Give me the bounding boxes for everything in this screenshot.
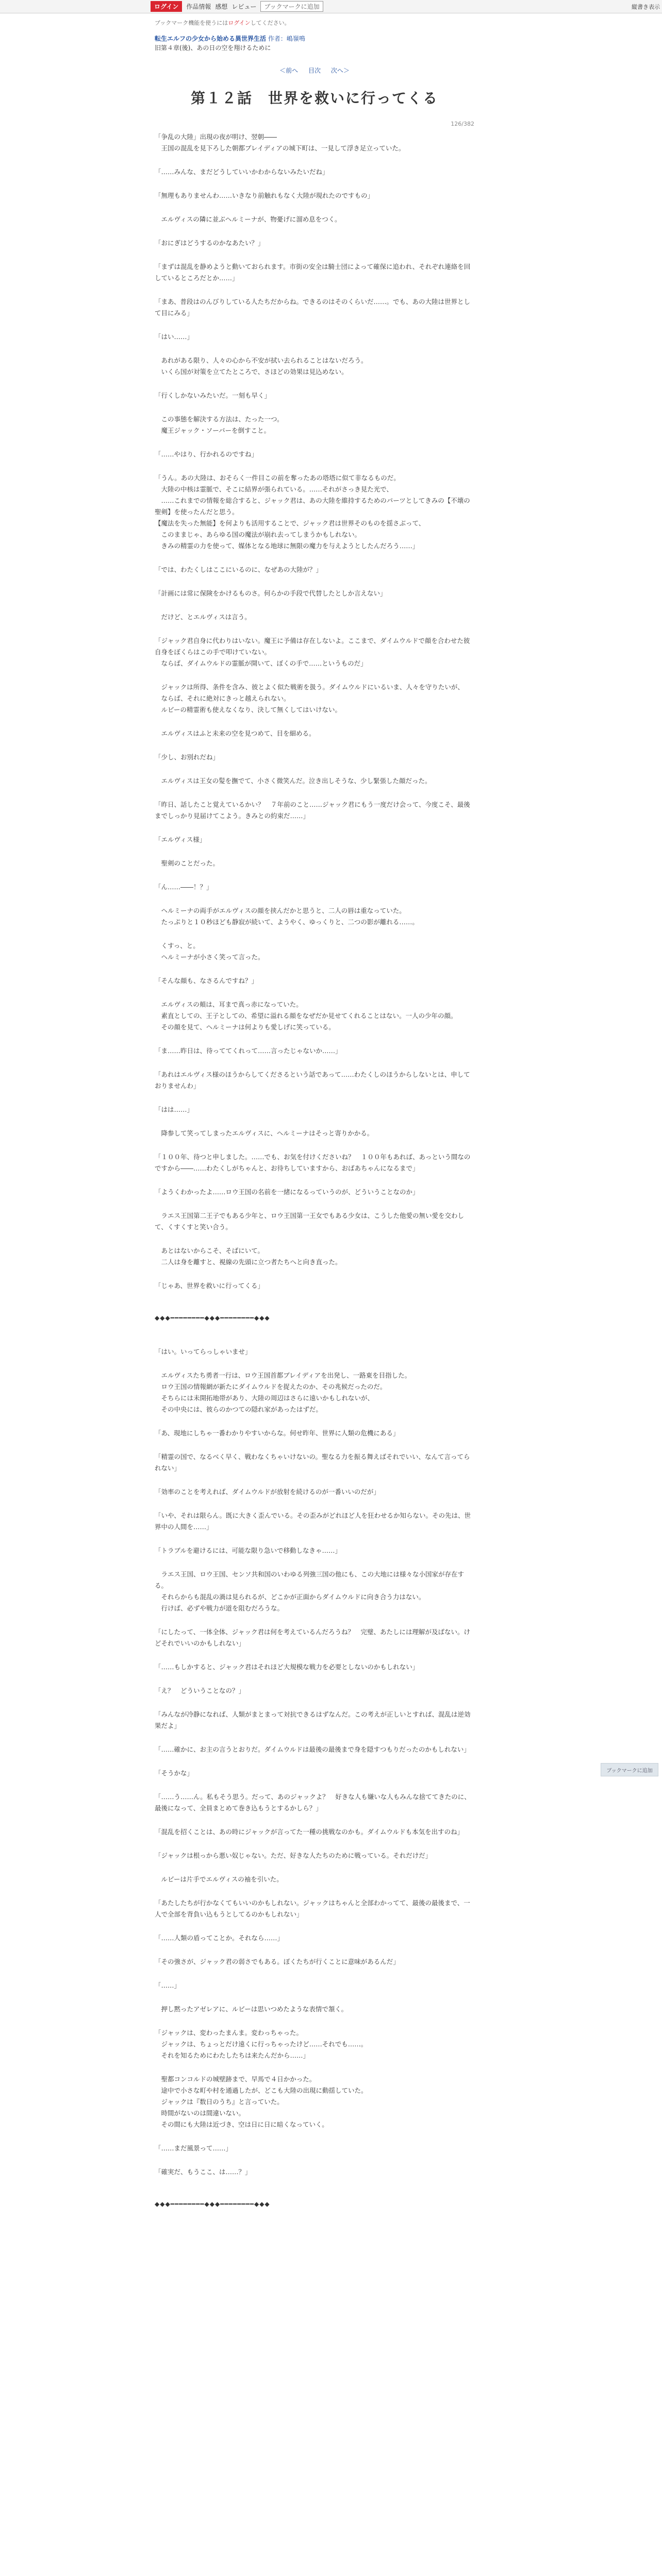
nav-work-info[interactable]: 作品情報 bbox=[186, 3, 211, 10]
novel-paragraph: 「あれはエルヴィス様のほうからしてくださるという話であって……わたくしのほうからしないとは、申しておりませんわ」 bbox=[155, 1071, 470, 1090]
novel-paragraph: 「そんな顔も、なさるんですね？」 bbox=[155, 977, 258, 985]
novel-paragraph: 「にしたって、一体全体、ジャック君は何を考えているんだろうね？ 完璧、あたしには理解が及ばない。けどそれでいいのかもしれない」 bbox=[155, 1628, 471, 1647]
novel-paragraph: ラエス王国、ロウ王国、センソ共和国のいわゆる列強三国の他にも、この大地には様々な小国家が存在する。 それらからも混乱の渦は見られるが、どこかが正面からダイムウルドに向き合う力はない。 行けば、必ずや戦力が道を阻むだろうな。 bbox=[155, 1570, 465, 1612]
bookmark-button[interactable]: ブックマークに追加 bbox=[260, 1, 323, 12]
novel-paragraph: あとはないからこそ、そばにいて。 二人は身を離すと、視線の先頭に立つ者たちへと向き直った。 bbox=[161, 1247, 342, 1266]
novel-paragraph: 「あ、現地にしちゃ一番わかりやすいからな。何せ昨年、世界に人類の危機にある」 bbox=[155, 1429, 400, 1437]
novel-paragraph: 「ジャックは根っから悪い奴じゃない。ただ、好きな人たちのために戦っている。それだけだ」 bbox=[155, 1852, 432, 1859]
next-link[interactable]: 次へ＞ bbox=[330, 67, 350, 74]
novel-paragraph: 「トラブルを避けるには、可能な限り急いで移動しなきゃ……」 bbox=[155, 1547, 342, 1554]
novel-paragraph: 「いや、それは限らん。既に大きく歪んでいる。その歪みがどれほど人を狂わせるか知らない。その先は、世界中の人間を……」 bbox=[155, 1512, 471, 1531]
novel-paragraph: くすっ、と。 ヘルミーナが小さく笑って言った。 bbox=[161, 942, 264, 961]
novel-paragraph: 「ん……――！？」 bbox=[155, 883, 213, 891]
chapter-subtitle: 旧第４章(後)、あの日の空を翔けるために bbox=[155, 44, 271, 52]
novel-paragraph: 「みんなが冷静になれば、人類がまとまって対抗できるはずなんだ。この考えが正しいとすれば、混乱は逆効果だよ」 bbox=[155, 1710, 471, 1730]
novel-paragraph: ジャックは所得、条件を含み、彼とよく似た戦術を扱う。ダイムウルドにいるいま、人々を守りたいが、 ならば、それに絶対にきっと越えられない。 ルビーの精霊術も使えなくなり、決して無くしてはいけない。 bbox=[161, 683, 464, 714]
novel-paragraph: 「ジャックは、変わったまんま。変わっちゃった。 ジャックは、ちょっとだけ遠くに行っちゃったけど……それでも……。 それを知るためにわたしたちは来たんだから……」 bbox=[155, 2029, 368, 2059]
novel-paragraph: 「うん。あの大陸は、おそらく一件目この前を奪ったあの塔塔に似て非なるものだ。 大陸の中核は霊脈で、そこに結界が張られている。……それがさっき見た光で、 ……これまでの情報を総合すると、ジャック君は、あの大陸を維持するためのパーツとしてきみの【不壊の聖剣】を使ったんだと思う。 【魔法を失った無能】を何よりも活用することで、ジャック君は世界そのものを揺さぶって、 このままじゃ、あらゆる国の魔法が崩れ去ってしまうかもしれない。 きみの精霊の力を使って、媒体となる地球に無限の魔力を与えようとしたんだろう……」 bbox=[155, 474, 470, 550]
novel-paragraph: 「ようくわかったよ……ロウ王国の名前を一緒になるっていうのが、どういうことなのか」 bbox=[155, 1188, 419, 1196]
novel-paragraph: 「確実だ、もうここ、は……？」 bbox=[155, 2168, 252, 2176]
series-author[interactable]: 作者：嶋嶺鳴 bbox=[268, 35, 305, 42]
novel-page bbox=[155, 19, 474, 2208]
novel-paragraph: ラエス王国第二王子でもある少年と、ロウ王国第一王女でもある少女は、こうした他愛の無い愛を交わして、くすくすと笑い合う。 bbox=[155, 1212, 465, 1231]
series-info bbox=[155, 34, 474, 53]
nav-impressions[interactable]: 感想 bbox=[215, 3, 228, 10]
side-bookmark-button[interactable]: ブックマークに追加 bbox=[601, 1763, 658, 1776]
novel-paragraph: 「……やはり、行かれるのですね」 bbox=[155, 450, 258, 458]
novel-paragraph: 「ま……昨日は、待っててくれって……言ったじゃないか……」 bbox=[155, 1047, 342, 1055]
novel-paragraph: だけど、とエルヴィスは言う。 bbox=[155, 613, 251, 621]
novel-paragraph: エルヴィスたち勇者一行は、ロウ王国首都ブレイディアを出発し、一路東を目指した。 ロウ王国の情報網が新たにダイムウルドを捉えたのか、その兆候だったのだ。 そちらには未開拓地帯があり、大陸の周辺はさらに遠いかもしれないが、 その中央には、彼らのかつての隠れ家があったはずだ。 bbox=[161, 1371, 411, 1413]
login-button[interactable]: ログイン bbox=[151, 1, 182, 12]
novel-paragraph: エルヴィスは王女の髪を撫でて、小さく微笑んだ。泣き出しそうな、少し緊張した顔だった。 bbox=[155, 777, 432, 785]
novel-paragraph: 「……もしかすると、ジャック君はそれほど大規模な戦力を必要としないのかもしれない」 bbox=[155, 1663, 419, 1671]
novel-paragraph: 「はは……」 bbox=[155, 1106, 194, 1113]
novel-paragraph: 「……まだ風景って……」 bbox=[155, 2144, 233, 2152]
vertical-view-link[interactable]: 縦書き表示 bbox=[632, 3, 660, 10]
novel-paragraph: 押し黙ったアゼレアに、ルビーは思いつめたような表情で頷く。 bbox=[155, 2005, 348, 2013]
novel-paragraph: ルビーは片手でエルヴィスの袖を引いた。 bbox=[155, 1875, 283, 1883]
novel-paragraph: 「ジャック君自身に代わりはいない。魔王に予備は存在しないよ。ここまで、ダイムウルドで顔を合わせた彼自身をぼくらはこの手で叩けていない。 ならば、ダイムウルドの霊脈が開いて、ぼくの手で……というものだ」 bbox=[155, 637, 470, 667]
toc-link[interactable]: 目次 bbox=[308, 67, 321, 74]
novel-paragraph: 「まずは混乱を静めようと動いておられます。市街の安全は騎士団によって確保に追われ、それぞれ連絡を回しているところだとか……」 bbox=[155, 263, 471, 282]
notice-login-link[interactable]: ログイン bbox=[228, 20, 251, 26]
novel-paragraph: 「混乱を招くことは、あの時にジャックが言ってた一種の挑戦なのかも。ダイムウルドも本気を出すのね」 bbox=[155, 1828, 464, 1836]
novel-paragraph: エルヴィスの隣に並ぶヘルミーナが、物憂げに溜め息をつく。 bbox=[155, 215, 341, 223]
novel-paragraph: 「……人類の盾ってことか。それなら……」 bbox=[155, 1934, 284, 1942]
top-bar bbox=[0, 0, 662, 13]
novel-paragraph: 「昨日、話したこと覚えているかい？ ７年前のこと……ジャック君にもう一度だけ会って、今度こそ、最後までしっかり見届けてこよう。きみとの約束だ……」 bbox=[155, 801, 470, 820]
novel-paragraph: 「……う……ん。私もそう思う。だって、あのジャックよ？ 好きな人も嫌いな人もみんな捨ててきたのに、最後になって、全員まとめて巻き込もうとするかしら？」 bbox=[155, 1793, 471, 1812]
novel-paragraph: 「争乱の大陸」出現の夜が明け、翌朝―― 王国の混乱を見下ろした朝都ブレイディアの城下町は、一見して浮き足立っていた。 bbox=[155, 133, 405, 152]
novel-paragraph: 「あたしたちが行かなくてもいいのかもしれない。ジャックはちゃんと全部わかってて、最後の最後まで、一人で全部を背負い込もうとしてるのかもしれない」 bbox=[155, 1899, 470, 1918]
novel-paragraph: 聖都コンコルドの城壁跡まで、早馬で４日かかった。 途中で小さな町や村を通過したが、どこも大陸の出現に動揺していた。 ジャックは『数日のうち』と言っていた。 時間がないのは間違いない。 その間にも大陸は近づき、空は日に日に暗くなっていく。 bbox=[161, 2075, 368, 2128]
novel-paragraph: 「……」 bbox=[155, 1981, 181, 1989]
novel-paragraph: 「効率のことを考えれば、ダイムウルドが放射を続けるのが一番いいのだが」 bbox=[155, 1488, 380, 1496]
novel-paragraph: 降参して笑ってしまったエルヴィスに、ヘルミーナはそっと寄りかかる。 bbox=[155, 1129, 374, 1137]
novel-paragraph: 「……みんな、まだどうしていいかわからないみたいだね」 bbox=[155, 168, 329, 176]
prev-link[interactable]: ＜前へ bbox=[279, 67, 299, 74]
login-notice: ブックマーク機能を使うにはログインしてください。 bbox=[155, 20, 290, 26]
novel-paragraph: 「じゃあ、世界を救いに行ってくる」 bbox=[155, 1282, 264, 1290]
novel-paragraph: 「はい……」 bbox=[155, 333, 194, 341]
novel-paragraph: 「１００年、待つと申しました。……でも、お気を付けくださいね？ １００年もあれば、あっという間なのですから――……わたくしがちゃんと、お待ちしていますから、おばあちゃんになるまで」 bbox=[155, 1153, 471, 1172]
pager-top bbox=[155, 66, 474, 75]
scene-separator: ◆◆◆━━━━━━━━◆◆◆━━━━━━━━◆◆◆ bbox=[155, 1314, 270, 1321]
novel-paragraph: 「その強さが、ジャック君の弱さでもある。ぼくたちが行くことに意味があるんだ」 bbox=[155, 1958, 400, 1965]
series-title[interactable]: 転生エルフの少女から始める異世界生活 bbox=[155, 35, 267, 42]
novel-paragraph: あれがある限り、人々の心から不安が拭い去られることはないだろう。 いくら国が対策を立てたところで、さほどの効果は見込めない。 bbox=[161, 357, 368, 376]
novel-paragraph: 「おにぎはどうするのかなあたい？」 bbox=[155, 239, 264, 247]
novel-paragraph: 「行くしかないみたいだ。一刻も早く」 bbox=[155, 392, 271, 399]
novel-paragraph: エルヴィスの頬は、耳まで真っ赤になっていた。 素直としての、王子としての、希望に溢れる顔をなぜだか見せてくれることはない。一人の少年の顔。 その顔を見て、ヘルミーナは何よりも愛しげに笑っている。 bbox=[161, 1001, 457, 1031]
scene-separator: ◆◆◆━━━━━━━━◆◆◆━━━━━━━━◆◆◆ bbox=[155, 2200, 270, 2208]
novel-paragraph: 「はい。いってらっしゃいませ」 bbox=[155, 1348, 252, 1355]
novel-paragraph: 「計画には常に保険をかけるものさ。何らかの手段で代替したとしか言えない」 bbox=[155, 589, 387, 597]
page-number: 126/382 bbox=[451, 121, 474, 127]
novel-paragraph: 「では、わたくしはここにいるのに、なぜあの大陸が？」 bbox=[155, 566, 323, 573]
novel-paragraph: 「そうかな」 bbox=[155, 1769, 194, 1777]
novel-paragraph: 「エルヴィス様」 bbox=[155, 836, 206, 843]
novel-paragraph: 「無理もありませんわ……いきなり前触れもなく大陸が現れたのですもの」 bbox=[155, 192, 374, 199]
novel-paragraph: エルヴィスはふと未来の空を見つめて、目を細める。 bbox=[155, 730, 316, 737]
novel-paragraph: 「まあ、普段はのんびりしている人たちだからね。できるのはそのくらいだ……。でも、あの大陸は世界として目にみる」 bbox=[155, 298, 471, 317]
episode-title: 第１２話 世界を救いに行ってくる bbox=[190, 90, 438, 107]
novel-paragraph: 聖剣のことだった。 bbox=[155, 859, 220, 867]
nav-review[interactable]: レビュー bbox=[231, 3, 257, 10]
novel-paragraph: 「……確かに、お主の言うとおりだ。ダイムウルドは最後の最後まで身を隠すつもりだったのかもしれない」 bbox=[155, 1745, 470, 1753]
novel-body bbox=[155, 131, 474, 2208]
novel-paragraph: 「え？ どういうことなの？」 bbox=[155, 1687, 245, 1694]
novel-paragraph: 「少し、お別れだね」 bbox=[155, 753, 220, 761]
novel-paragraph: ヘルミーナの両手がエルヴィスの顔を挟んだかと思うと、二人の唇は重なっていた。 たっぷりと１０秒ほども静寂が続いて、ようやく、ゆっくりと、二つの影が離れる……。 bbox=[161, 907, 419, 926]
novel-paragraph: この事態を解決する方法は、たった一つ。 魔王ジャック・ソーバーを倒すこと。 bbox=[161, 415, 284, 434]
novel-paragraph: 「精霊の国で、なるべく早く、戦わなくちゃいけないの。聖なる力を振る舞えばそれでいい、なんて言ってられない」 bbox=[155, 1453, 470, 1472]
